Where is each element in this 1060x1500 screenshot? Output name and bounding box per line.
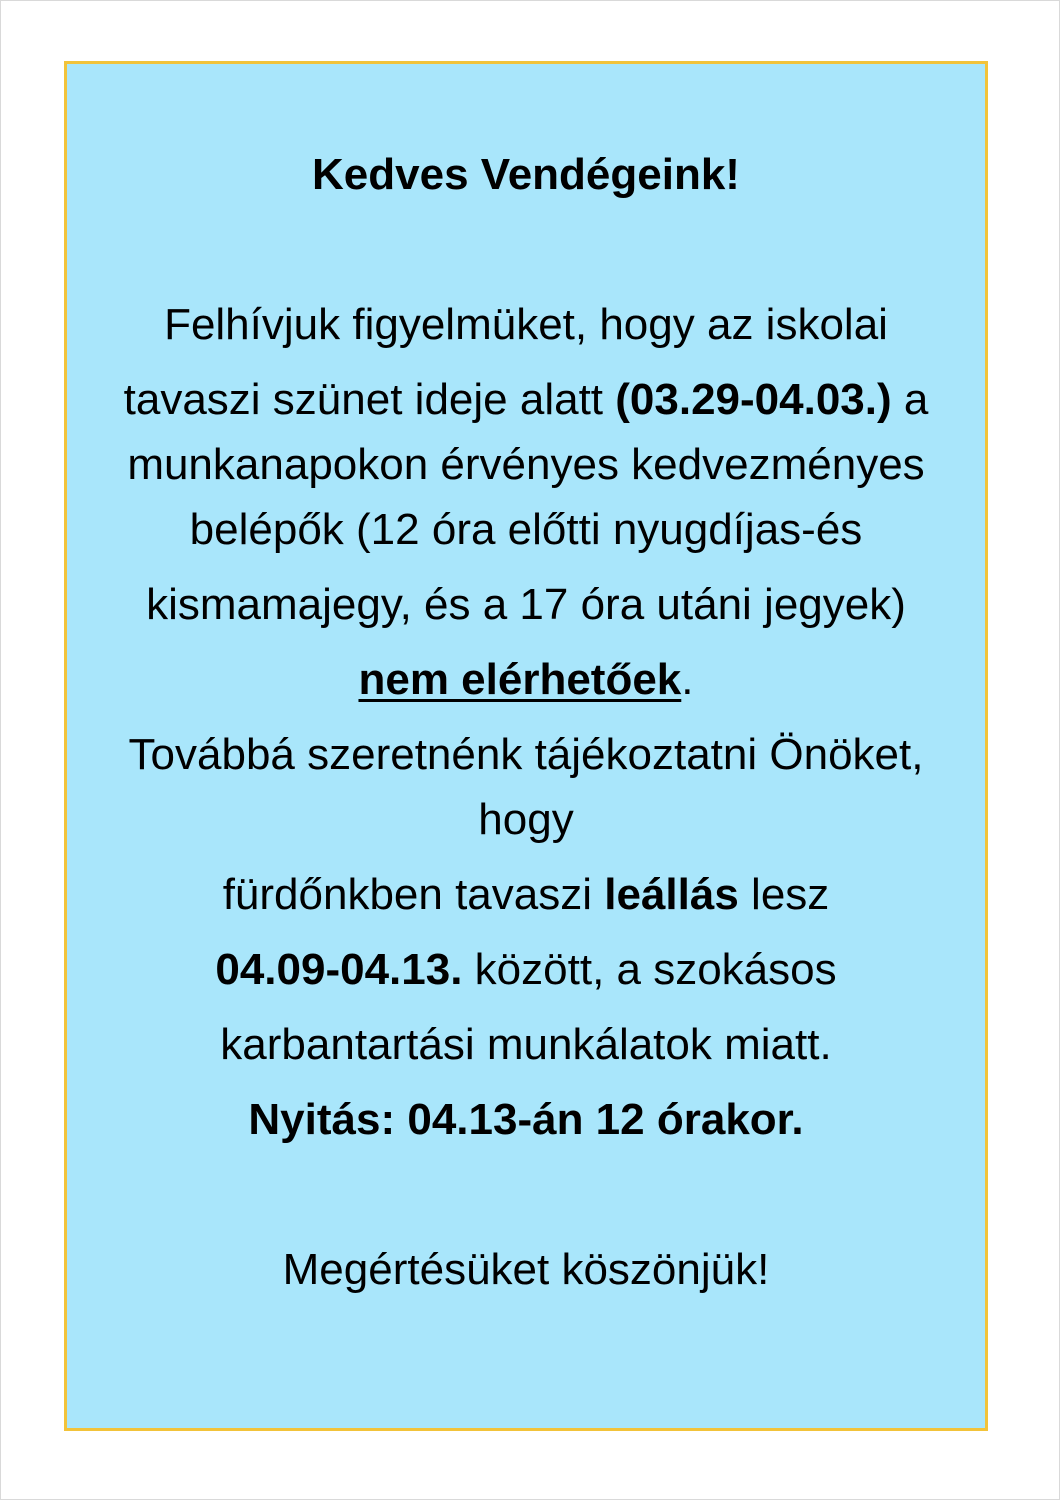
notice-text: fürdőnkben tavaszi [222,870,605,919]
notice-line: hogy [478,795,574,844]
opening-time: Nyitás: 04.13-án 12 órakor. [248,1095,804,1144]
notice-line [67,945,985,995]
notice-line: belépők (12 óra előtti nyugdíjas-és [189,505,863,554]
holiday-dates: (03.29-04.03.) [615,375,892,424]
notice-line [67,375,985,425]
shutdown-emphasis: leállás [604,870,739,919]
notice-line: munkanapokon érvényes kedvezményes [127,440,925,489]
notice-panel [64,61,988,1431]
notice-line [67,870,985,920]
notice-text: között, a szokásos [462,945,837,994]
notice-line: karbantartási munkálatok miatt. [220,1020,832,1069]
not-available-emphasis: nem elérhetőek [358,655,682,704]
notice-line: kismamajegy, és a 17 óra utáni jegyek) [146,580,906,629]
notice-line: Továbbá szeretnénk tájékoztatni Önöket, [128,730,924,779]
notice-text: lesz [738,870,830,919]
notice-text: . [681,655,694,704]
notice-line [67,655,985,705]
notice-text: a [891,375,929,424]
thanks-closing: Megértésüket köszönjük! [282,1245,770,1294]
notice-line: Felhívjuk figyelmüket, hogy az iskolai [164,300,888,349]
shutdown-dates: 04.09-04.13. [215,945,463,994]
notice-text: tavaszi szünet ideje alatt [123,375,616,424]
greeting-heading: Kedves Vendégeink! [312,150,740,199]
